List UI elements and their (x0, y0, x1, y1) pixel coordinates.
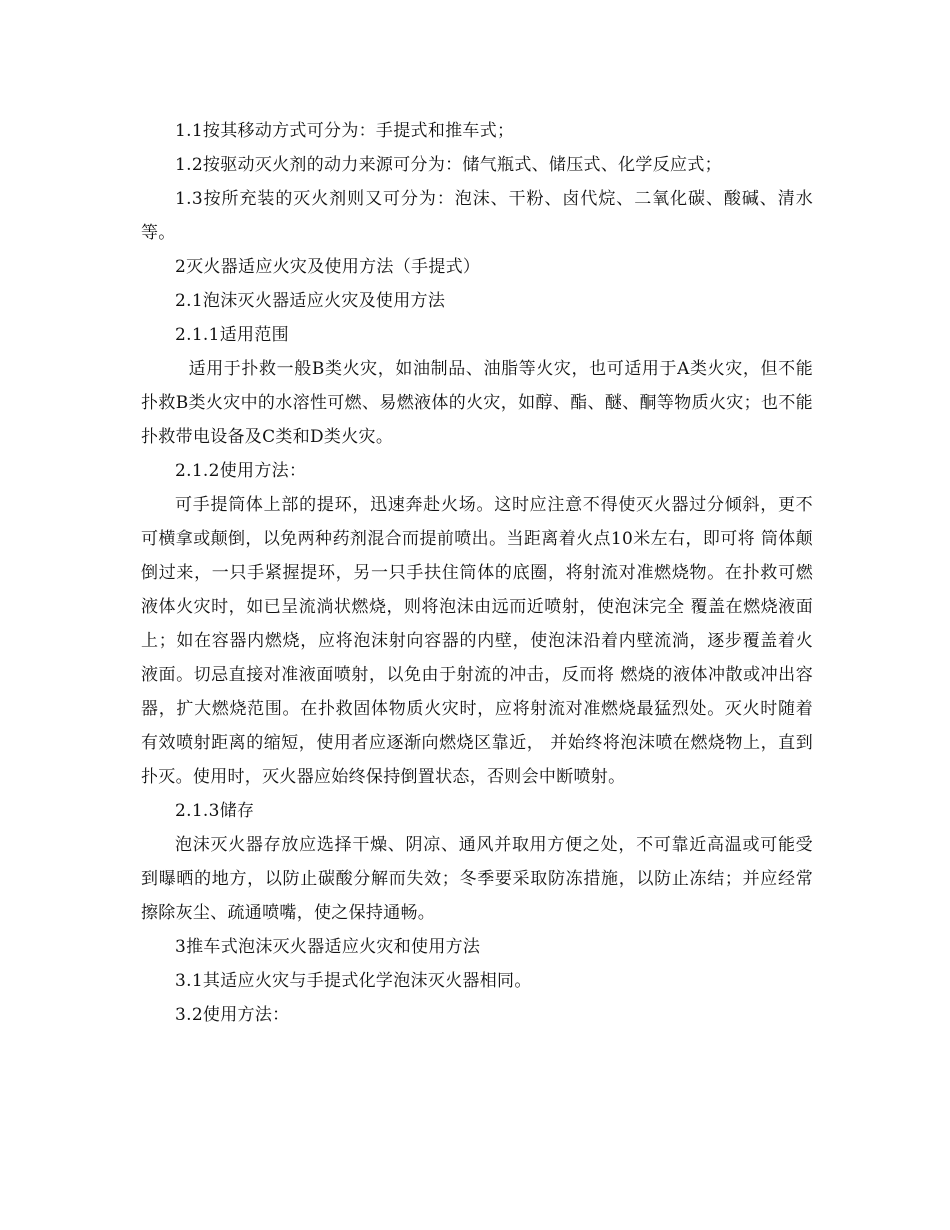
section-heading-3: 3推车式泡沫灭火器适应火灾和使用方法 (175, 937, 481, 957)
section-heading-2-1: 2.1泡沫灭火器适应火灾及使用方法 (175, 291, 446, 311)
paragraph-1-2: 1.2按驱动灭火剂的动力来源可分为：储气瓶式、储压式、化学反应式； (175, 155, 722, 175)
section-heading-2-1-2: 2.1.2使用方法： (175, 461, 307, 481)
paragraph-usage: 可手提筒体上部的提环，迅速奔赴火场。这时应注意不得使灭火器过分倾斜，更不可横拿或颠倒，以免两种药剂混合而提前喷出。当距离着火点10米左右，即可将 筒体颠倒过来，一只手紧握提环，另一只手扶住筒体的底圈，将射流对准燃烧物。在扑救可燃液体火灾时，如已呈流淌状燃烧，则将泡沫由远而近喷射，使泡沫完全 覆盖在燃烧液面上；如在容器内燃烧，应将泡沫射向容器的内壁，使泡沫沿着内壁流淌，逐步覆盖着火液面。切忌直接对准液面喷射，以免由于射流的冲击，反而将 燃烧的液体冲散或冲出容器，扩大燃烧范围。在扑救固体物质火灾时，应将射流对准燃烧最猛烈处。灭火时随着有效喷射距离的缩短，使用者应逐渐向燃烧区靠近， 并始终将泡沫喷在燃烧物上，直到扑灭。使用时，灭火器应始终保持倒置状态，否则会中断喷射。 (141, 495, 813, 787)
section-heading-3-2: 3.2使用方法： (175, 1005, 290, 1025)
document-body (141, 114, 813, 1032)
section-heading-2: 2灭火器适应火灾及使用方法（手提式） (175, 257, 481, 277)
paragraph-1-3: 1.3按所充装的灭火剂则又可分为：泡沫、干粉、卤代烷、二氧化碳、酸碱、清水等。 (141, 189, 813, 243)
paragraph-1-1: 1.1按其移动方式可分为：手提式和推车式； (175, 121, 515, 141)
section-heading-2-1-1: 2.1.1适用范围 (175, 325, 289, 345)
paragraph-scope: 适用于扑救一般B类火灾，如油制品、油脂等火灾，也可适用于A类火灾，但不能扑救B类火灾中的水溶性可燃、易燃液体的火灾，如醇、酯、醚、酮等物质火灾；也不能扑救带电设备及C类和D类火灾。 (141, 359, 813, 447)
paragraph-3-1: 3.1其适应火灾与手提式化学泡沫灭火器相同。 (175, 971, 532, 991)
section-heading-2-1-3: 2.1.3储存 (175, 801, 255, 821)
paragraph-storage: 泡沫灭火器存放应选择干燥、阴凉、通风并取用方便之处，不可靠近高温或可能受到曝晒的地方，以防止碳酸分解而失效；冬季要采取防冻措施，以防止冻结；并应经常擦除灰尘、疏通喷嘴，使之保持通畅。 (141, 835, 813, 923)
